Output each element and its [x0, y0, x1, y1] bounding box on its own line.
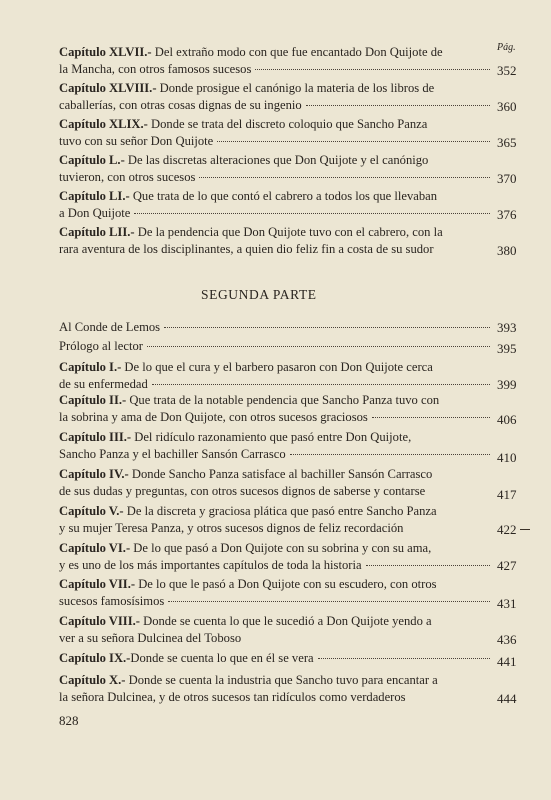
chapter-title-line1: Donde prosigue el canónigo la materia de los libros de — [156, 81, 435, 95]
chapter-title-line2: y es uno de los más importantes capítulos de toda la historia — [59, 558, 362, 572]
toc-page-number: 352 — [497, 63, 517, 78]
chapter-title-line2: la señora Dulcinea, y de otros sucesos tan ridículos como verdaderos — [59, 690, 406, 704]
chapter-number: Capítulo IV.- — [59, 467, 129, 481]
chapter-number: Capítulo LI.- — [59, 189, 130, 203]
chapter-number: Capítulo IX.- — [59, 651, 131, 665]
chapter-title-line1: Que trata de lo que contó el cabrero a todos los que llevaban — [129, 189, 438, 203]
toc-entry-prologue — [59, 338, 490, 355]
section-title: SEGUNDA PARTE — [201, 287, 317, 302]
toc-page-number: 410 — [497, 450, 517, 465]
toc-entry-ch4 — [59, 466, 490, 500]
chapter-number: Capítulo VI.- — [59, 541, 131, 555]
chapter-title-line2: a Don Quijote — [59, 206, 131, 220]
toc-entry-ch1 — [59, 359, 490, 393]
chapter-title-line1: De la pendencia que Don Quijote tuvo con el cabrero, con la — [134, 225, 443, 239]
toc-page-number: 441 — [497, 654, 517, 669]
toc-page-number: 406 — [497, 412, 517, 427]
chapter-number: Capítulo I.- — [59, 360, 122, 374]
toc-entry-ch7 — [59, 576, 490, 610]
toc-entry-ch49 — [59, 116, 490, 150]
chapter-number: Capítulo II.- — [59, 393, 127, 407]
toc-page-number: 370 — [497, 171, 517, 186]
toc-entry-ch50 — [59, 152, 490, 186]
dot-leader — [147, 346, 490, 347]
toc-page-number: 360 — [497, 99, 517, 114]
toc-entry-dedication — [59, 319, 490, 336]
toc-page-number: 395 — [497, 341, 517, 356]
chapter-number: Capítulo X.- — [59, 673, 126, 687]
entry-title: Al Conde de Lemos — [59, 320, 161, 334]
chapter-title-line1: Donde se cuenta lo que le sucedió a Don Quijote yendo a — [139, 614, 432, 628]
chapter-title-line1: Del extraño modo con que fue encantado Don Quijote de — [151, 45, 443, 59]
chapter-number: Capítulo VIII.- — [59, 614, 140, 628]
toc-page-number: 422 — [497, 522, 517, 537]
dot-leader — [306, 105, 490, 106]
chapter-title-line2: rara aventura de los disciplinantes, a quien dio feliz fin a costa de su sudor — [59, 242, 434, 256]
chapter-number: Capítulo LII.- — [59, 225, 135, 239]
dot-leader — [217, 141, 490, 142]
chapter-title-line1: De lo que pasó a Don Quijote con su sobrina y con su ama, — [130, 541, 432, 555]
dot-leader — [168, 601, 490, 602]
toc-page-number: 436 — [497, 632, 517, 647]
toc-page-number: 444 — [497, 691, 517, 706]
chapter-title-line2: la Mancha, con otros famosos sucesos — [59, 62, 252, 76]
chapter-title-line1: De la discreta y graciosa plática que pasó entre Sancho Panza — [123, 504, 437, 518]
toc-page-number: 399 — [497, 377, 517, 392]
toc-page-number: 431 — [497, 596, 517, 611]
chapter-title-line2: ver a su señora Dulcinea del Toboso — [59, 631, 242, 645]
dot-leader — [366, 565, 490, 566]
page-column-label: Pág. — [497, 42, 516, 53]
dot-leader — [152, 384, 490, 385]
pen-mark — [520, 529, 530, 530]
toc-entry-ch47 — [59, 44, 490, 78]
toc-entry-ch51 — [59, 188, 490, 222]
chapter-title-line2: de sus dudas y preguntas, con otros sucesos dignos de saberse y contarse — [59, 484, 426, 498]
toc-page-number: 393 — [497, 320, 517, 335]
chapter-title-line2: caballerías, con otras cosas dignas de su ingenio — [59, 98, 302, 112]
chapter-title-line2: tuvo con su señor Don Quijote — [59, 134, 214, 148]
chapter-title-line1: Donde se cuenta la industria que Sancho tuvo para encantar a — [125, 673, 438, 687]
chapter-title-line1: Donde se trata del discreto coloquio que Sancho Panza — [147, 117, 428, 131]
dot-leader — [290, 454, 490, 455]
toc-entry-ch2 — [59, 392, 490, 426]
toc-page-number: 380 — [497, 243, 517, 258]
chapter-title-line2: sucesos famosísimos — [59, 594, 165, 608]
chapter-title-line1: De lo que le pasó a Don Quijote con su escudero, con otros — [135, 577, 437, 591]
chapter-title-line1: De las discretas alteraciones que Don Quijote y el canónigo — [124, 153, 429, 167]
toc-page-number: 417 — [497, 487, 517, 502]
chapter-title-line1: Donde Sancho Panza satisface al bachiller Sansón Carrasco — [128, 467, 433, 481]
entry-title: Prólogo al lector — [59, 339, 143, 353]
chapter-number: Capítulo XLIX.- — [59, 117, 148, 131]
chapter-title-line2: y su mujer Teresa Panza, y otros sucesos dignos de feliz recordación — [59, 521, 404, 535]
dot-leader — [164, 327, 490, 328]
chapter-title-line2: la sobrina y ama de Don Quijote, con otros sucesos graciosos — [59, 410, 368, 424]
dot-leader — [372, 417, 490, 418]
toc-entry-ch8 — [59, 613, 490, 647]
toc-entry-ch6 — [59, 540, 490, 574]
chapter-number: Capítulo V.- — [59, 504, 124, 518]
chapter-number: Capítulo XLVII.- — [59, 45, 152, 59]
dot-leader — [134, 213, 490, 214]
chapter-title-line1: Que trata de la notable pendencia que Sancho Panza tuvo con — [126, 393, 440, 407]
toc-page-number: 427 — [497, 558, 517, 573]
dot-leader — [318, 658, 490, 659]
dot-leader — [199, 177, 490, 178]
chapter-title-line2: tuvieron, con otros sucesos — [59, 170, 196, 184]
toc-entry-ch3 — [59, 429, 490, 463]
chapter-number: Capítulo III.- — [59, 430, 132, 444]
toc-entry-ch48 — [59, 80, 490, 114]
page-footer-number: 828 — [59, 713, 79, 728]
chapter-number: Capítulo VII.- — [59, 577, 136, 591]
toc-entry-ch52 — [59, 224, 490, 258]
dot-leader — [255, 69, 490, 70]
chapter-number: Capítulo L.- — [59, 153, 125, 167]
chapter-title-line1: De lo que el cura y el barbero pasaron con Don Quijote cerca — [121, 360, 433, 374]
toc-entry-ch9 — [59, 650, 490, 667]
chapter-title: Donde se cuenta lo que en él se vera — [130, 651, 314, 665]
toc-page-number: 365 — [497, 135, 517, 150]
chapter-title-line1: Del ridículo razonamiento que pasó entre Don Quijote, — [131, 430, 412, 444]
toc-entry-ch5 — [59, 503, 490, 537]
chapter-number: Capítulo XLVIII.- — [59, 81, 157, 95]
chapter-title-line2: Sancho Panza y el bachiller Sansón Carrasco — [59, 447, 286, 461]
toc-entry-ch10 — [59, 672, 490, 706]
toc-page-number: 376 — [497, 207, 517, 222]
chapter-title-line2: de su enfermedad — [59, 377, 148, 391]
